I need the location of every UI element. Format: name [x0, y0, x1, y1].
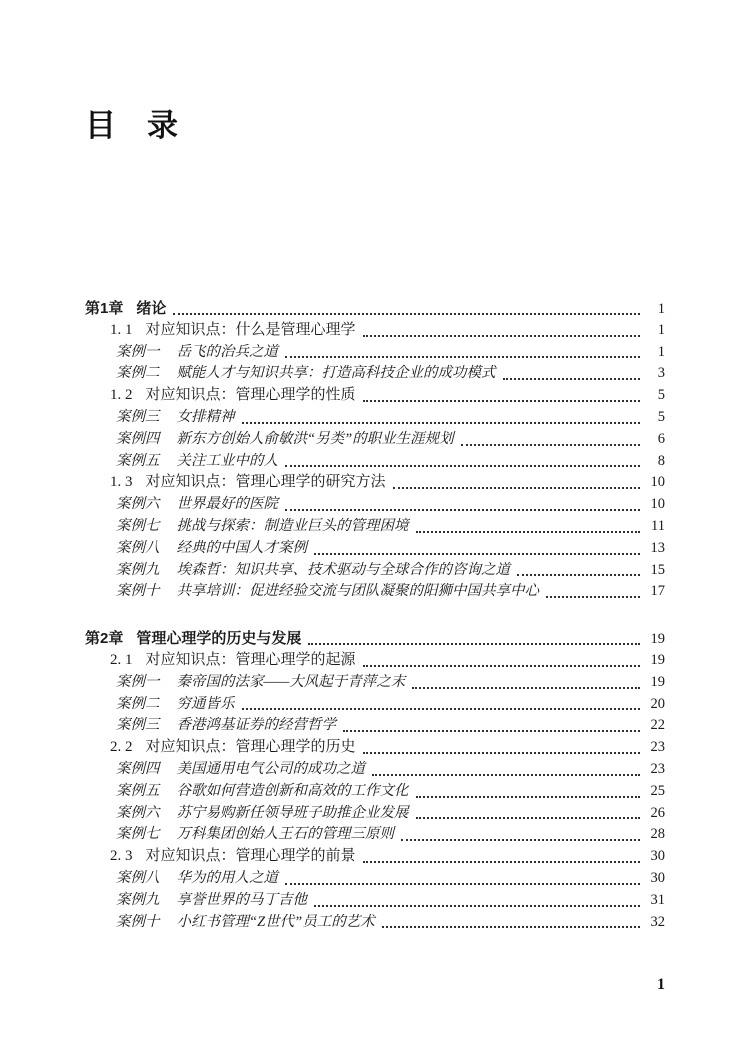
entry-page-number: 19	[650, 631, 665, 648]
entry-title: 秦帝国的法家——大风起于青萍之末	[176, 673, 406, 690]
entry-number: 案例九	[116, 891, 160, 908]
entry-number: 案例五	[116, 782, 160, 799]
entry-page-number: 15	[650, 561, 665, 578]
page-title: 目 录	[85, 108, 178, 143]
entry-title: 世界最好的医院	[176, 496, 278, 513]
entry-number: 案例六	[116, 804, 160, 821]
entry-page-number: 13	[650, 539, 665, 556]
toc-case-row	[85, 824, 665, 846]
entry-page-number: 1	[657, 321, 665, 338]
entry-number: 案例五	[116, 452, 160, 469]
entry-number: 案例四	[116, 430, 160, 447]
toc-case-row	[85, 694, 665, 716]
entry-title: 对应知识点：什么是管理心理学	[145, 321, 356, 338]
toc-case-row	[85, 581, 665, 603]
toc-case-row	[85, 803, 665, 825]
entry-number: 2. 2	[110, 739, 133, 756]
entry-number: 1. 1	[110, 321, 133, 338]
toc-section-row	[85, 472, 665, 494]
entry-page-number: 17	[650, 583, 665, 600]
entry-page-number: 1	[657, 343, 665, 360]
dot-leader	[173, 313, 640, 315]
dot-leader	[308, 643, 640, 645]
entry-title: 谷歌如何营造创新和高效的工作文化	[176, 782, 409, 799]
dot-leader	[401, 839, 640, 841]
toc-chapter-block	[85, 628, 665, 933]
toc-list	[85, 298, 665, 933]
toc-chapter-block	[85, 298, 665, 603]
entry-page-number: 31	[650, 891, 665, 908]
dot-leader	[382, 926, 640, 928]
entry-page-number: 8	[657, 452, 665, 469]
entry-number: 案例二	[116, 365, 160, 382]
entry-page-number: 23	[650, 739, 665, 756]
dot-leader	[393, 487, 640, 489]
dot-leader	[285, 356, 640, 358]
entry-title: 女排精神	[176, 408, 235, 425]
entry-number: 案例十	[116, 913, 160, 930]
dot-leader	[503, 378, 641, 380]
entry-title: 美国通用电气公司的成功之道	[176, 760, 365, 777]
entry-number: 案例七	[116, 517, 160, 534]
entry-page-number: 3	[657, 365, 665, 382]
entry-title: 赋能人才与知识共享：打造高科技企业的成功模式	[176, 365, 496, 382]
toc-case-row	[85, 516, 665, 538]
toc-chapter-row	[85, 628, 665, 650]
entry-title: 共享培训：促进经验交流与团队凝聚的阳狮中国共享中心	[176, 583, 539, 600]
dot-leader	[285, 883, 640, 885]
toc-case-row	[85, 912, 665, 934]
entry-page-number: 20	[650, 695, 665, 712]
toc-case-row	[85, 494, 665, 516]
toc-section-row	[85, 320, 665, 342]
entry-title: 埃森哲：知识共享、技术驱动与全球合作的咨询之道	[176, 561, 510, 578]
dot-leader	[546, 596, 640, 598]
dot-leader	[363, 752, 640, 754]
entry-page-number: 19	[650, 651, 665, 668]
toc-case-row	[85, 560, 665, 582]
entry-number: 案例八	[116, 869, 160, 886]
entry-title: 绪论	[136, 300, 167, 317]
toc-case-row	[85, 407, 665, 429]
entry-title: 穷通皆乐	[176, 695, 235, 712]
toc-case-row	[85, 363, 665, 385]
entry-page-number: 26	[650, 804, 665, 821]
footer-page-number: 1	[657, 976, 665, 993]
entry-title: 关注工业中的人	[176, 452, 278, 469]
entry-title: 挑战与探索：制造业巨头的管理困境	[176, 517, 409, 534]
entry-title: 管理心理学的历史与发展	[136, 630, 302, 648]
entry-number: 案例六	[116, 496, 160, 513]
dot-leader	[412, 687, 640, 689]
entry-page-number: 1	[657, 301, 665, 317]
dot-leader	[363, 665, 640, 667]
toc-chapter-row	[85, 298, 665, 320]
entry-number: 案例七	[116, 826, 160, 843]
entry-title: 对应知识点：管理心理学的研究方法	[145, 474, 386, 491]
entry-page-number: 10	[650, 474, 665, 491]
dot-leader	[416, 531, 641, 533]
entry-number: 2. 1	[110, 651, 133, 668]
entry-page-number: 23	[650, 760, 665, 777]
entry-title: 对应知识点：管理心理学的历史	[145, 739, 356, 756]
entry-number: 案例一	[116, 343, 160, 360]
entry-number: 案例二	[116, 695, 160, 712]
dot-leader	[314, 553, 640, 555]
entry-title: 苏宁易购新任领导班子助推企业发展	[176, 804, 409, 821]
dot-leader	[242, 708, 641, 710]
toc-section-row	[85, 385, 665, 407]
entry-page-number: 10	[650, 496, 665, 513]
dot-leader	[517, 574, 640, 576]
dot-leader	[242, 422, 641, 424]
entry-page-number: 22	[650, 717, 665, 734]
entry-page-number: 25	[650, 782, 665, 799]
toc-case-row	[85, 868, 665, 890]
entry-title: 对应知识点：管理心理学的性质	[145, 387, 356, 404]
entry-title: 享誉世界的马丁吉他	[176, 891, 307, 908]
toc-section-row	[85, 737, 665, 759]
entry-page-number: 32	[650, 913, 665, 930]
toc-case-row	[85, 538, 665, 560]
toc-case-row	[85, 715, 665, 737]
toc-section-row	[85, 650, 665, 672]
dot-leader	[314, 905, 640, 907]
dot-leader	[363, 335, 640, 337]
entry-page-number: 5	[657, 408, 665, 425]
entry-page-number: 30	[650, 869, 665, 886]
entry-title: 经典的中国人才案例	[176, 539, 307, 556]
entry-number: 案例四	[116, 760, 160, 777]
dot-leader	[285, 509, 640, 511]
toc-case-row	[85, 672, 665, 694]
entry-number: 2. 3	[110, 848, 133, 865]
entry-title: 香港鸿基证券的经营哲学	[176, 717, 336, 734]
entry-number: 案例八	[116, 539, 160, 556]
dot-leader	[363, 861, 640, 863]
entry-number: 案例三	[116, 717, 160, 734]
entry-title: 对应知识点：管理心理学的起源	[145, 651, 356, 668]
dot-leader	[285, 465, 640, 467]
entry-number: 案例十	[116, 583, 160, 600]
entry-number: 案例三	[116, 408, 160, 425]
entry-number: 1. 3	[110, 474, 133, 491]
dot-leader	[461, 444, 640, 446]
entry-title: 华为的用人之道	[176, 869, 278, 886]
toc-case-row	[85, 429, 665, 451]
entry-title: 万科集团创始人王石的管理三原则	[176, 826, 394, 843]
entry-title: 小红书管理“Z世代”员工的艺术	[176, 913, 375, 930]
toc-section-row	[85, 846, 665, 868]
entry-page-number: 5	[657, 387, 665, 404]
toc-case-row	[85, 890, 665, 912]
entry-number: 案例九	[116, 561, 160, 578]
entry-title: 新东方创始人俞敏洪“另类”的职业生涯规划	[176, 430, 454, 447]
entry-number: 案例一	[116, 673, 160, 690]
entry-page-number: 28	[650, 826, 665, 843]
entry-number: 第1章	[85, 300, 124, 317]
dot-leader	[363, 400, 640, 402]
dot-leader	[343, 730, 640, 732]
entry-title: 岳飞的治兵之道	[176, 343, 278, 360]
entry-number: 1. 2	[110, 387, 133, 404]
dot-leader	[372, 774, 640, 776]
entry-page-number: 11	[651, 517, 665, 534]
entry-page-number: 6	[657, 430, 665, 447]
entry-number: 第2章	[85, 630, 124, 648]
toc-case-row	[85, 781, 665, 803]
dot-leader	[416, 817, 641, 819]
toc-case-row	[85, 451, 665, 473]
toc-case-row	[85, 342, 665, 364]
toc-case-row	[85, 759, 665, 781]
entry-page-number: 30	[650, 848, 665, 865]
entry-page-number: 19	[650, 673, 665, 690]
dot-leader	[416, 796, 641, 798]
entry-title: 对应知识点：管理心理学的前景	[145, 848, 356, 865]
